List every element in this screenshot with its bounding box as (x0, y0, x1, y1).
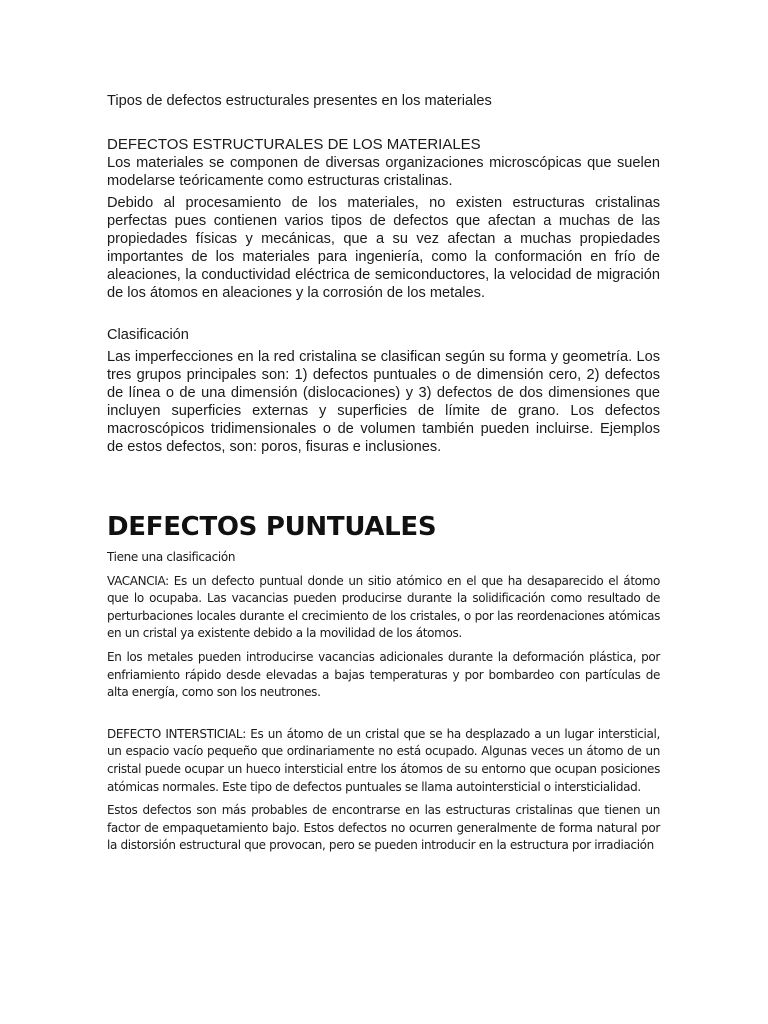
vacancy-metals-paragraph: En los metales pueden introducirse vacancias adicionales durante la deformación plástica, por enfriamiento rápido desde elevadas a bajas temperaturas y por bombardeo con partículas de alta energía, como son los neutrones. (107, 649, 660, 700)
interstitial-probability-paragraph: Estos defectos son más probables de encontrarse en las estructuras cristalinas que tienen un factor de empaquetamiento bajo. Estos defectos no ocurren generalmente de forma natural por la distorsión estructural que provocan, pero se pueden introducir en la estructura por irradiación (107, 803, 660, 853)
point-defects-heading: DEFECTOS PUNTUALES (107, 512, 437, 542)
document-page (107, 88, 660, 855)
processing-paragraph: Debido al procesamiento de los materiales, no existen estructuras cristalinas perfectas pues contienen varios tipos de defectos que afectan a muchas de las propiedades físicas y mecánicas, que a su vez afectan a muchas propiedades importantes de los materiales para ingeniería, como la conformación en frío de aleaciones, la conductividad eléctrica de semiconductores, la velocidad de migración de los átomos en aleaciones y la corrosión de los metales. (107, 195, 660, 301)
classification-heading: Clasificación (107, 327, 189, 343)
point-defects-intro: Tiene una clasificación (107, 550, 236, 564)
vacancy-paragraph: VACANCIA: Es un defecto puntual donde un sitio atómico en el que ha desaparecido el átomo que lo ocupaba. Las vacancias pueden producirse durante la solidificación como resultado de perturbaciones locales durante el crecimiento de los cristales, o por las reordenaciones atómicas en un cristal ya existente debido a la movilidad de los átomos. (107, 573, 660, 641)
document-title: Tipos de defectos estructurales presentes en los materiales (107, 93, 492, 109)
intro-paragraph: Los materiales se componen de diversas organizaciones microscópicas que suelen modelarse teóricamente como estructuras cristalinas. (107, 155, 660, 189)
classification-paragraph: Las imperfecciones en la red cristalina se clasifican según su forma y geometría. Los tres grupos principales son: 1) defectos puntuales o de dimensión cero, 2) defectos de línea o de una dimensión (dislocaciones) y 3) defectos de dos dimensiones que incluyen superficies externas y superficies de límite de grano. Los defectos macroscópicos tridimensionales o de volumen también pueden incluirse. Ejemplos de estos defectos, son: poros, fisuras e inclusiones. (107, 349, 660, 455)
section-heading: DEFECTOS ESTRUCTURALES DE LOS MATERIALES (107, 136, 481, 153)
interstitial-paragraph: DEFECTO INTERSTICIAL: Es un átomo de un cristal que se ha desplazado a un lugar intersticial, un espacio vacío pequeño que ordinariamente no está ocupado. Algunas veces un átomo de un cristal puede ocupar un hueco intersticial entre los átomos de su entorno que ocupan posiciones atómicas normales. Este tipo de defectos puntuales se llama autointersticial o intersticialidad. (107, 726, 660, 794)
